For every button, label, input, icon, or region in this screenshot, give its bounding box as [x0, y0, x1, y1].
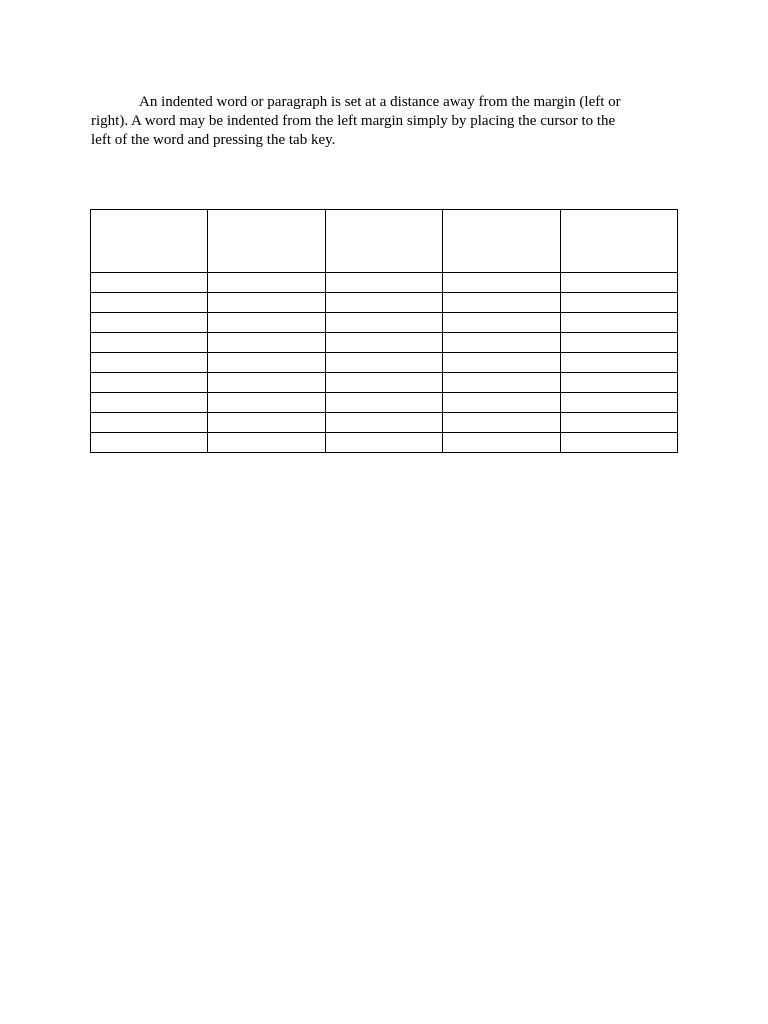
- table-cell[interactable]: [91, 333, 208, 353]
- table-cell[interactable]: [443, 273, 560, 293]
- table-cell[interactable]: [560, 293, 677, 313]
- table-cell[interactable]: [443, 433, 560, 453]
- table-cell[interactable]: [325, 313, 442, 333]
- table-cell[interactable]: [443, 313, 560, 333]
- table-cell[interactable]: [325, 393, 442, 413]
- table-cell[interactable]: [208, 433, 325, 453]
- table-cell[interactable]: [325, 373, 442, 393]
- table-cell[interactable]: [560, 373, 677, 393]
- body-paragraph: An indented word or paragraph is set at a distance away from the margin (left or right). A word may be indented from the left margin simply by placing the cursor to the left of the word and pressing the tab key.: [91, 94, 621, 148]
- table-cell[interactable]: [443, 373, 560, 393]
- table-cell[interactable]: [208, 333, 325, 353]
- table-cell[interactable]: [325, 333, 442, 353]
- table-header-cell[interactable]: [443, 210, 560, 273]
- table-cell[interactable]: [91, 293, 208, 313]
- table-cell[interactable]: [325, 413, 442, 433]
- table-cell[interactable]: [560, 433, 677, 453]
- table-row: [91, 293, 678, 313]
- table-cell[interactable]: [91, 353, 208, 373]
- table-cell[interactable]: [325, 293, 442, 313]
- table-cell[interactable]: [91, 433, 208, 453]
- table-cell[interactable]: [560, 313, 677, 333]
- table-row: [91, 373, 678, 393]
- table-row: [91, 353, 678, 373]
- table-cell[interactable]: [325, 273, 442, 293]
- empty-table: [90, 209, 678, 453]
- table-row: [91, 433, 678, 453]
- table-cell[interactable]: [443, 393, 560, 413]
- table-cell[interactable]: [208, 373, 325, 393]
- table-body: [91, 210, 678, 453]
- table-row: [91, 393, 678, 413]
- table-cell[interactable]: [208, 293, 325, 313]
- table-cell[interactable]: [443, 353, 560, 373]
- table-cell[interactable]: [91, 313, 208, 333]
- table-header-row: [91, 210, 678, 273]
- table-cell[interactable]: [560, 333, 677, 353]
- table-cell[interactable]: [560, 393, 677, 413]
- table-cell[interactable]: [443, 333, 560, 353]
- table-cell[interactable]: [325, 433, 442, 453]
- table-cell[interactable]: [443, 293, 560, 313]
- table-header-cell[interactable]: [91, 210, 208, 273]
- table-cell[interactable]: [91, 393, 208, 413]
- table-row: [91, 413, 678, 433]
- table-cell[interactable]: [208, 313, 325, 333]
- table-header-cell[interactable]: [560, 210, 677, 273]
- table-cell[interactable]: [91, 273, 208, 293]
- table-cell[interactable]: [560, 353, 677, 373]
- table-cell[interactable]: [208, 353, 325, 373]
- table-cell[interactable]: [91, 413, 208, 433]
- table-cell[interactable]: [208, 413, 325, 433]
- table-row: [91, 333, 678, 353]
- table-cell[interactable]: [208, 393, 325, 413]
- table-row: [91, 273, 678, 293]
- table-row: [91, 313, 678, 333]
- table-header-cell[interactable]: [325, 210, 442, 273]
- table-cell[interactable]: [91, 373, 208, 393]
- table-cell[interactable]: [208, 273, 325, 293]
- table-cell[interactable]: [325, 353, 442, 373]
- table-cell[interactable]: [560, 413, 677, 433]
- table-header-cell[interactable]: [208, 210, 325, 273]
- table-cell[interactable]: [443, 413, 560, 433]
- table-cell[interactable]: [560, 273, 677, 293]
